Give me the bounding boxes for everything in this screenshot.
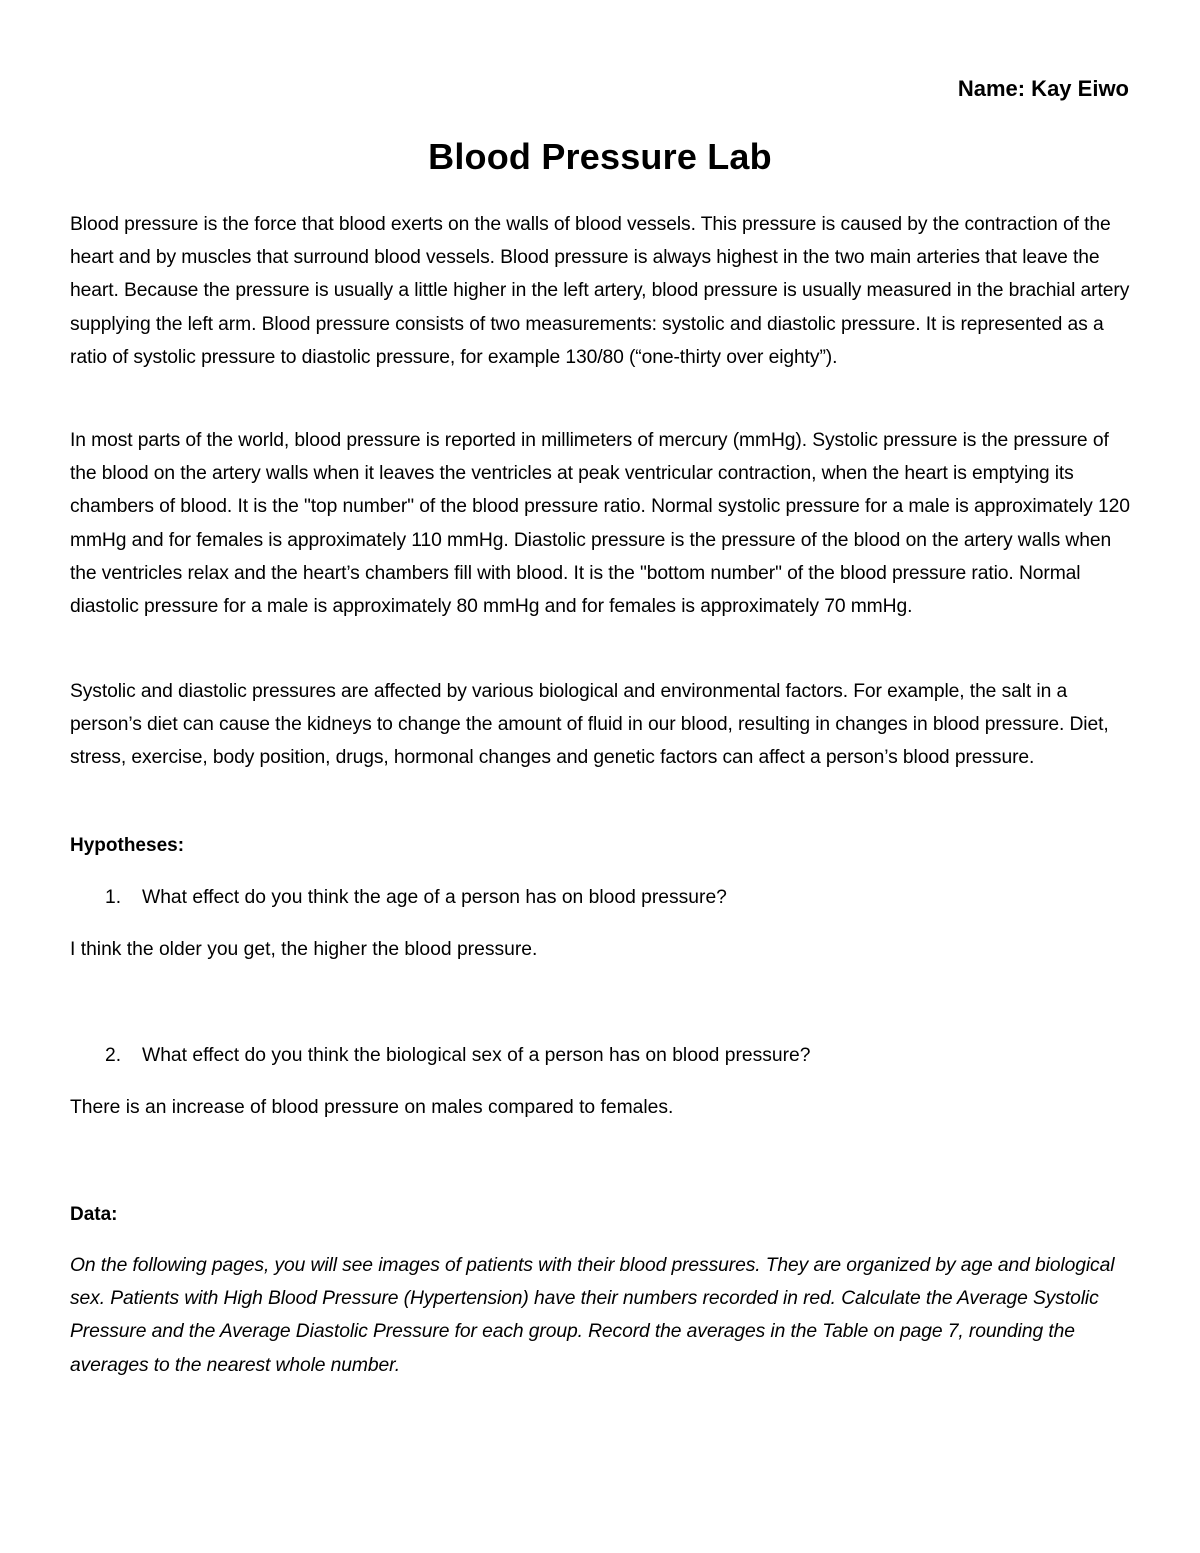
question-number: 1. xyxy=(105,887,122,908)
hypotheses-heading: Hypotheses: xyxy=(70,835,185,856)
intro-paragraph-3: Systolic and diastolic pressures are affected by various biological and environmental factors. For example, the salt in a person’s diet can cause the kidneys to change the amount of fluid in our blood, resulting in changes in blood pressure. Diet, stress, exercise, body position, drugs, hormonal changes and genetic factors can affect a person’s blood pressure. xyxy=(70,681,1109,769)
intro-paragraph-1: Blood pressure is the force that blood exerts on the walls of blood vessels. This pressure is caused by the contraction of the heart and by muscles that surround blood vessels. Blood pressure is always highest in the two main arteries that leave the heart. Because the pressure is usually a little higher in the left artery, blood pressure is usually measured in the brachial artery supplying the left arm. Blood pressure consists of two measurements: systolic and diastolic pressure. It is represented as a ratio of systolic pressure to diastolic pressure, for example 130/80 (“one-thirty over eighty”). xyxy=(70,214,1130,368)
data-heading: Data: xyxy=(70,1204,118,1225)
intro-paragraph-2: In most parts of the world, blood pressure is reported in millimeters of mercury (mmHg). Systolic pressure is the pressure of the blood on the artery walls when it leaves the ventricles at peak ventricular contraction, when the heart is emptying its chambers of blood. It is the "top number" of the blood pressure ratio. Normal systolic pressure for a male is approximately 120 mmHg and for females is approximately 110 mmHg. Diastolic pressure is the pressure of the blood on the artery walls when the ventricles relax and the heart’s chambers fill with blood. It is the "bottom number" of the blood pressure ratio. Normal diastolic pressure for a male is approximately 80 mmHg and for females is approximately 70 mmHg. xyxy=(70,430,1130,618)
hypothesis-answer-2: There is an increase of blood pressure on males compared to females. xyxy=(70,1097,674,1118)
page-title: Blood Pressure Lab xyxy=(428,136,772,177)
hypothesis-question-2 xyxy=(105,1039,810,1072)
student-name: Name: Kay Eiwo xyxy=(957,76,1129,101)
question-number: 2. xyxy=(105,1045,122,1066)
question-text: What effect do you think the age of a person has on blood pressure? xyxy=(142,887,727,908)
data-instructions: On the following pages, you will see images of patients with their blood pressures. They are organized by age and biological sex. Patients with High Blood Pressure (Hypertension) have their numbers recorded in red. Calculate the Average Systolic Pressure and the Average Diastolic Pressure for each group. Record the averages in the Table on page 7, rounding the averages to the nearest whole number. xyxy=(70,1255,1115,1376)
hypothesis-answer-1: I think the older you get, the higher the blood pressure. xyxy=(70,939,538,960)
hypothesis-question-1 xyxy=(105,881,727,914)
question-text: What effect do you think the biological sex of a person has on blood pressure? xyxy=(142,1045,811,1066)
